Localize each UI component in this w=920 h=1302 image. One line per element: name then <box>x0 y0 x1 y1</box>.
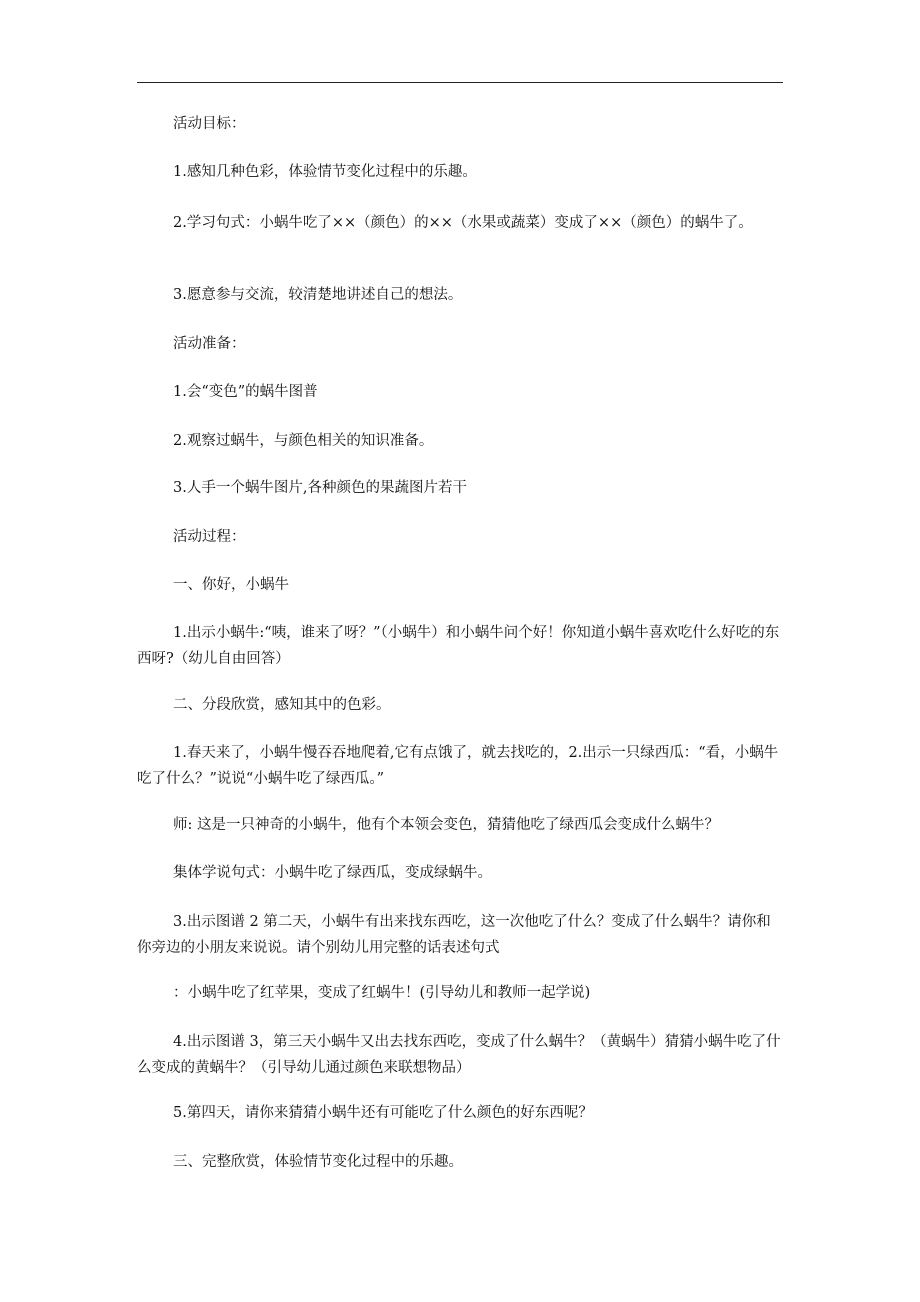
process-part-1-heading: 一、你好，小蜗牛 <box>173 577 289 593</box>
preparation-item-2: 2.观察过蜗牛，与颜色相关的知识准备。 <box>173 433 434 449</box>
section-heading-process: 活动过程： <box>173 529 246 545</box>
header-rule <box>137 82 783 83</box>
process-part-2-item-3: 3.出示图谱 2 第二天，小蜗牛有出来找东西吃，这一次他吃了什么？变成了什么蜗牛？请你和你旁边的小朋友来说说。请个别幼儿用完整的话表述句式 <box>137 914 771 956</box>
group-sentence-practice: 集体学说句式：小蜗牛吃了绿西瓜，变成绿蜗牛。 <box>173 865 492 881</box>
goal-item-1: 1.感知几种色彩，体验情节变化过程中的乐趣。 <box>173 164 477 180</box>
preparation-item-3: 3.人手一个蜗牛图片,各种颜色的果蔬图片若干 <box>173 480 467 496</box>
goal-item-2: 2.学习句式：小蜗牛吃了××（颜色）的××（水果或蔬菜）变成了××（颜色）的蜗牛了。 <box>173 215 753 231</box>
process-part-2-item-1: 1.春天来了，小蜗牛慢吞吞地爬着,它有点饿了，就去找吃的，2.出示一只绿西瓜：“看，小蜗牛吃了什么？”说说“小蜗牛吃了绿西瓜。” <box>137 745 779 787</box>
process-part-2-item-4: 4.出示图谱 3，第三天小蜗牛又出去找东西吃，变成了什么蜗牛？（黄蜗牛）猜猜小蜗牛吃了什么变成的黄蜗牛？（引导幼儿通过颜色来联想物品） <box>137 1034 781 1076</box>
goal-item-3: 3.愿意参与交流，较清楚地讲述自己的想法。 <box>173 287 463 303</box>
section-heading-goals: 活动目标： <box>173 116 246 132</box>
sentence-example-red-snail: ：小蜗牛吃了红苹果，变成了红蜗牛！(引导幼儿和教师一起学说) <box>173 985 591 1001</box>
process-part-1-item-1: 1.出示小蜗牛:“咦，谁来了呀？”（小蜗牛）和小蜗牛问个好！你知道小蜗牛喜欢吃什么好吃的东西呀?（幼儿自由回答） <box>137 625 780 667</box>
teacher-line: 师: 这是一只神奇的小蜗牛，他有个本领会变色，猜猜他吃了绿西瓜会变成什么蜗牛？ <box>173 817 719 833</box>
section-heading-preparation: 活动准备： <box>173 336 246 352</box>
process-part-2-item-5: 5.第四天，请你来猜猜小蜗牛还有可能吃了什么颜色的好东西呢？ <box>173 1105 593 1121</box>
process-part-2-heading: 二、分段欣赏，感知其中的色彩。 <box>173 697 391 713</box>
preparation-item-1: 1.会“变色”的蜗牛图普 <box>173 384 318 400</box>
process-part-3-heading: 三、完整欣赏，体验情节变化过程中的乐趣。 <box>173 1154 463 1170</box>
